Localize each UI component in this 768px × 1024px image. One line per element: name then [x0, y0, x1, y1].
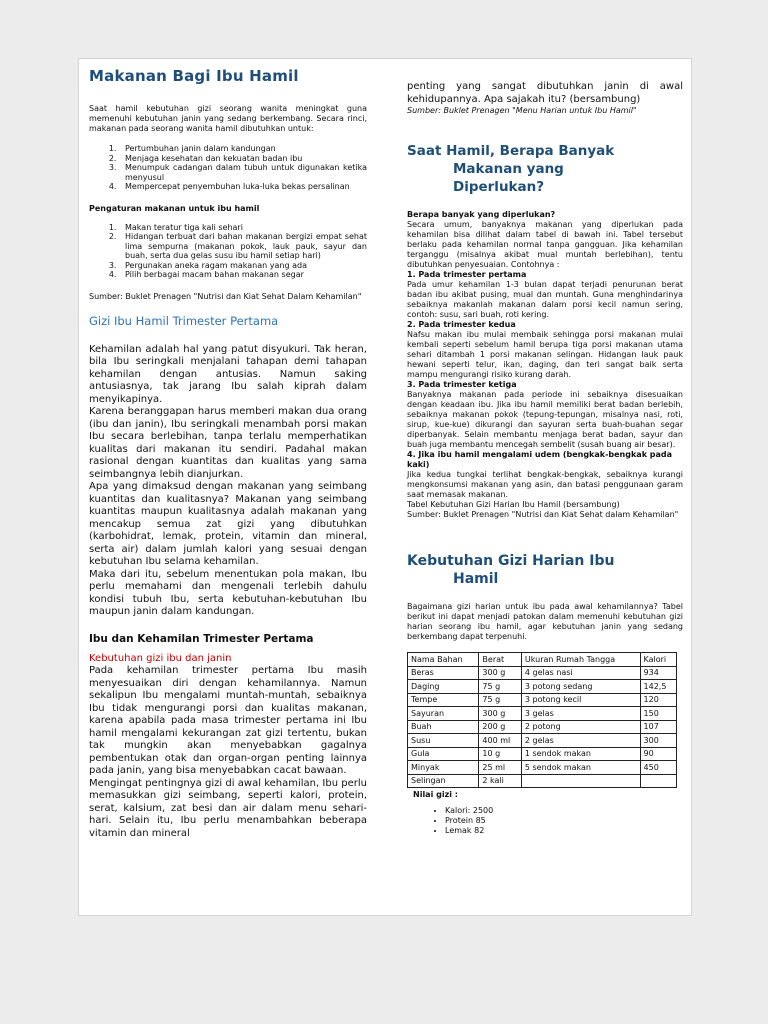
title-line: Makanan yang: [453, 161, 564, 177]
title-line: Hamil: [453, 571, 499, 587]
intro-paragraph: Saat hamil kebutuhan gizi seorang wanita meningkat guna memenuhi kebutuhan janin yang sedang berkembang. Secara rinci, makanan pada seorang wanita hamil dibutuhkan untuk:: [89, 104, 367, 133]
rules-heading: Pengaturan makanan untuk ibu hamil: [89, 203, 260, 213]
list-item: 2. Menjaga kesehatan dan kekuatan badan ibu: [119, 154, 367, 164]
title-line: Diperlukan?: [453, 179, 545, 195]
title-line: Kebutuhan Gizi Harian Ibu: [407, 553, 615, 569]
table-cell: 107: [640, 720, 676, 734]
section-title: [407, 142, 683, 196]
list-item: 4. Mempercepat penyembuhan luka-luka bekas persalinan: [119, 182, 367, 192]
paragraph: Karena beranggapan harus memberi makan dua orang (ibu dan janin), Ibu seringkali menambah porsi makan Ibu secara berlebihan, tanpa terlalu memperhatikan kualitas dari makanan itu sendiri. Padahal makan rasional dengan kuantitas dan kualitas yang sama seimbangnya lebih dianjurkan.: [89, 406, 367, 480]
table-cell: 90: [640, 747, 676, 761]
paragraph: Nafsu makan ibu mulai membaik sehingga porsi makanan mulai kembali seperti sebelum hamil berupa tiga porsi makanan utama sehari ditambah 1 porsi makanan selingan. Hidangan lauk pauk hewani seperti telur, ikan, daging, dan teri sangat baik serta mampu mengurangi risiko kurang darah.: [407, 330, 683, 379]
list-item: 1. Pertumbuhan janin dalam kandungan: [119, 144, 367, 154]
paragraph: Mengingat pentingnya gizi di awal kehamilan, Ibu perlu memasukkan gizi seimbang, seperti kalori, protein, serat, kalsium, zat besi dan air dalam menu sehari-hari. Selain itu, Ibu perlu menambahkan beberapa vitamin dan mineral: [89, 777, 367, 839]
trimester-heading: 4. Jika ibu hamil mengalami udem (bengkak-bengkak pada kaki): [407, 450, 673, 469]
paragraph: Secara umum, banyaknya makanan yang diperlukan pada kehamilan bisa dilihat dalam tabel di bawah ini. Tabel tersebut berlaku pada kehamilan normal tanpa gangguan. Jika kehamilan terganggu (misalnya akibat mual muntah berlebihan), tentu dibutuhkan penyesuaian. Contohnya :: [407, 220, 683, 269]
list-item: 2. Hidangan terbuat dari bahan makanan bergizi empat sehat lima sempurna (makanan pokok, lauk pauk, sayur dan buah, serta dua gelas susu ibu hamil setiap hari): [119, 232, 367, 261]
table-cell: [521, 774, 640, 788]
nilai-heading: Nilai gizi :: [413, 790, 458, 799]
table-cell: 5 sendok makan: [521, 761, 640, 775]
source-note: Sumber: Buklet Prenagen "Nutrisi dan Kiat Sehat dalam Kehamilan": [407, 510, 679, 519]
paragraph: Pada kehamilan trimester pertama Ibu masih menyesuaikan diri dengan kehamilannya. Namun sekalipun Ibu mengalami muntah-muntah, sebaiknya Ibu tidak mengurangi porsi dan kualitas makanan, karena apabila pada masa trimester pertama ini Ibu hamil mengalami kekurangan zat gizi tertentu, bukan tak mungkin akan menyebabkan gagalnya pembentukan otak dan organ-organ penting lainnya pada janin, yang bisa menyebabkan cacat bawaan.: [89, 665, 367, 776]
left-column: [89, 67, 367, 840]
table-cell: Sayuran: [408, 707, 479, 721]
table-cell: 150: [640, 707, 676, 721]
trimester-heading: 1. Pada trimester pertama: [407, 270, 527, 279]
table-cell: Minyak: [408, 761, 479, 775]
table-cell: 3 potong kecil: [521, 693, 640, 707]
table-cell: 142,5: [640, 680, 676, 694]
table-cell: 2 kali: [479, 774, 521, 788]
table-row: [408, 774, 677, 788]
document-page: [78, 58, 692, 916]
table-row: [408, 680, 677, 694]
question-heading: Berapa banyak yang diperlukan?: [407, 210, 556, 219]
paragraph: Kehamilan adalah hal yang patut disyukuri. Tak heran, bila Ibu seringkali menjalani tahapan demi tahapan kehamilan dengan antusias. Namun saking antusiasnya, tak jarang Ibu salah kiprah dalam menyikapinya.: [89, 343, 367, 405]
table-row: [408, 747, 677, 761]
table-cell: Tempe: [408, 693, 479, 707]
table-header-row: [408, 653, 677, 667]
table-header: Nama Bahan: [408, 653, 479, 667]
paragraph: Pada umur kehamilan 1-3 bulan dapat terjadi penurunan berat badan ibu akibat pusing, mual dan muntah. Guna menghindarinya sebaiknya makanlah makanan dalam porsi kecil namun sering, contoh: susu, sari buah, roti kering.: [407, 280, 683, 319]
table-row: [408, 693, 677, 707]
list-item: • Protein 85: [445, 816, 683, 826]
table-cell: 2 potong: [521, 720, 640, 734]
table-cell: 200 g: [479, 720, 521, 734]
table-cell: 3 gelas: [521, 707, 640, 721]
table-row: [408, 666, 677, 680]
list-item: 1. Makan teratur tiga kali sehari: [119, 223, 367, 233]
table-header: Berat: [479, 653, 521, 667]
table-row: [408, 720, 677, 734]
table-cell: 10 g: [479, 747, 521, 761]
table-cell: 934: [640, 666, 676, 680]
list-item: 4. Pilih berbagai macam bahan makanan segar: [119, 270, 367, 280]
title-line: Saat Hamil, Berapa Banyak: [407, 143, 615, 159]
table-cell: 120: [640, 693, 676, 707]
red-subheading: Kebutuhan gizi ibu dan janin: [89, 652, 232, 664]
source-note: Sumber: Buklet Prenagen "Menu Harian untuk Ibu Hamil": [407, 106, 637, 115]
paragraph: Apa yang dimaksud dengan makanan yang seimbang kuantitas dan kualitasnya? Makanan yang seimbang kuantitas maupun kualitasnya adalah makanan yang mencakup semua zat gizi yang dibutuhkan (karbohidrat, lemak, protein, vitamin dan mineral, serta air) dalam jumlah kalori yang sesuai dengan kebutuhan Ibu selama kehamilan.: [89, 481, 367, 567]
table-cell: 300 g: [479, 707, 521, 721]
needs-list: [89, 144, 367, 192]
table-cell: 25 ml: [479, 761, 521, 775]
article-title: Makanan Bagi Ibu Hamil: [89, 67, 299, 85]
table-cell: Gula: [408, 747, 479, 761]
table-cell: 4 gelas nasi: [521, 666, 640, 680]
continued-paragraph: penting yang sangat dibutuhkan janin di awal kehidupannya. Apa sajakah itu? (bersambung): [407, 81, 683, 105]
table-note: Tabel Kebutuhan Gizi Harian Ibu Hamil (bersambung): [407, 500, 620, 509]
section-title: Gizi Ibu Hamil Trimester Pertama: [89, 313, 279, 328]
paragraph: Bagaimana gizi harian untuk ibu pada awal kehamilannya? Tabel berikut ini dapat menjadi patokan dalam memenuhi kebutuhan gizi harian seorang ibu hamil, agar kebutuhan janin yang sedang berkembang dapat terpenuhi.: [407, 602, 683, 641]
table-cell: 300 g: [479, 666, 521, 680]
table-cell: 400 ml: [479, 734, 521, 748]
trimester-heading: 3. Pada trimester ketiga: [407, 380, 517, 389]
table-cell: Buah: [408, 720, 479, 734]
table-cell: 75 g: [479, 680, 521, 694]
right-column: [407, 81, 683, 836]
list-item: • Lemak 82: [445, 826, 683, 836]
table-cell: 75 g: [479, 693, 521, 707]
table-cell: 1 sendok makan: [521, 747, 640, 761]
table-header: Kalori: [640, 653, 676, 667]
table-cell: 2 gelas: [521, 734, 640, 748]
trimester-heading: 2. Pada trimester kedua: [407, 320, 516, 329]
paragraph: Jika kedua tungkai terlihat bengkak-bengkak, sebaiknya kurangi mengkonsumsi makanan yang asin, dan batasi penggunaan garam saat memasak makanan.: [407, 470, 683, 499]
source-note: Sumber: Buklet Prenagen "Nutrisi dan Kiat Sehat Dalam Kehamilan": [89, 291, 362, 301]
list-item: 3. Pergunakan aneka ragam makanan yang ada: [119, 261, 367, 271]
section-title: Ibu dan Kehamilan Trimester Pertama: [89, 632, 314, 645]
table-row: [408, 761, 677, 775]
paragraph: Maka dari itu, sebelum menentukan pola makan, Ibu perlu memahami dan mengenali terlebih dahulu kondisi tubuh Ibu, serta kebutuhan-kebutuhan Ibu maupun janin dalam kandungan.: [89, 568, 367, 617]
nutrition-table: [407, 652, 677, 788]
table-cell: 3 potong sedang: [521, 680, 640, 694]
list-item: 3. Menumpuk cadangan dalam tubuh untuk digunakan ketika menyusul: [119, 163, 367, 182]
table-cell: Susu: [408, 734, 479, 748]
table-body: [408, 666, 677, 788]
table-cell: 450: [640, 761, 676, 775]
table-cell: Daging: [408, 680, 479, 694]
section-title: [407, 552, 683, 588]
nilai-list: [407, 806, 683, 836]
table-row: [408, 707, 677, 721]
list-item: • Kalori: 2500: [445, 806, 683, 816]
rules-list: [89, 223, 367, 280]
table-cell: 300: [640, 734, 676, 748]
table-cell: Beras: [408, 666, 479, 680]
table-cell: Selingan: [408, 774, 479, 788]
table-row: [408, 734, 677, 748]
paragraph: Banyaknya makanan pada periode ini sebaiknya disesuaikan dengan keadaan ibu. Jika ibu hamil memiliki berat badan berlebih, sebaiknya makanan pokok (tepung-tepungan, misalnya nasi, roti, sirup, kue-kue) dikurangi dan sayuran serta buah-buahan segar diperbanyak. Selain membantu menjaga berat badan, sayur dan buah juga membantu mencegah sembelit (susah buang air besar).: [407, 390, 683, 449]
table-cell: [640, 774, 676, 788]
table-header: Ukuran Rumah Tangga: [521, 653, 640, 667]
